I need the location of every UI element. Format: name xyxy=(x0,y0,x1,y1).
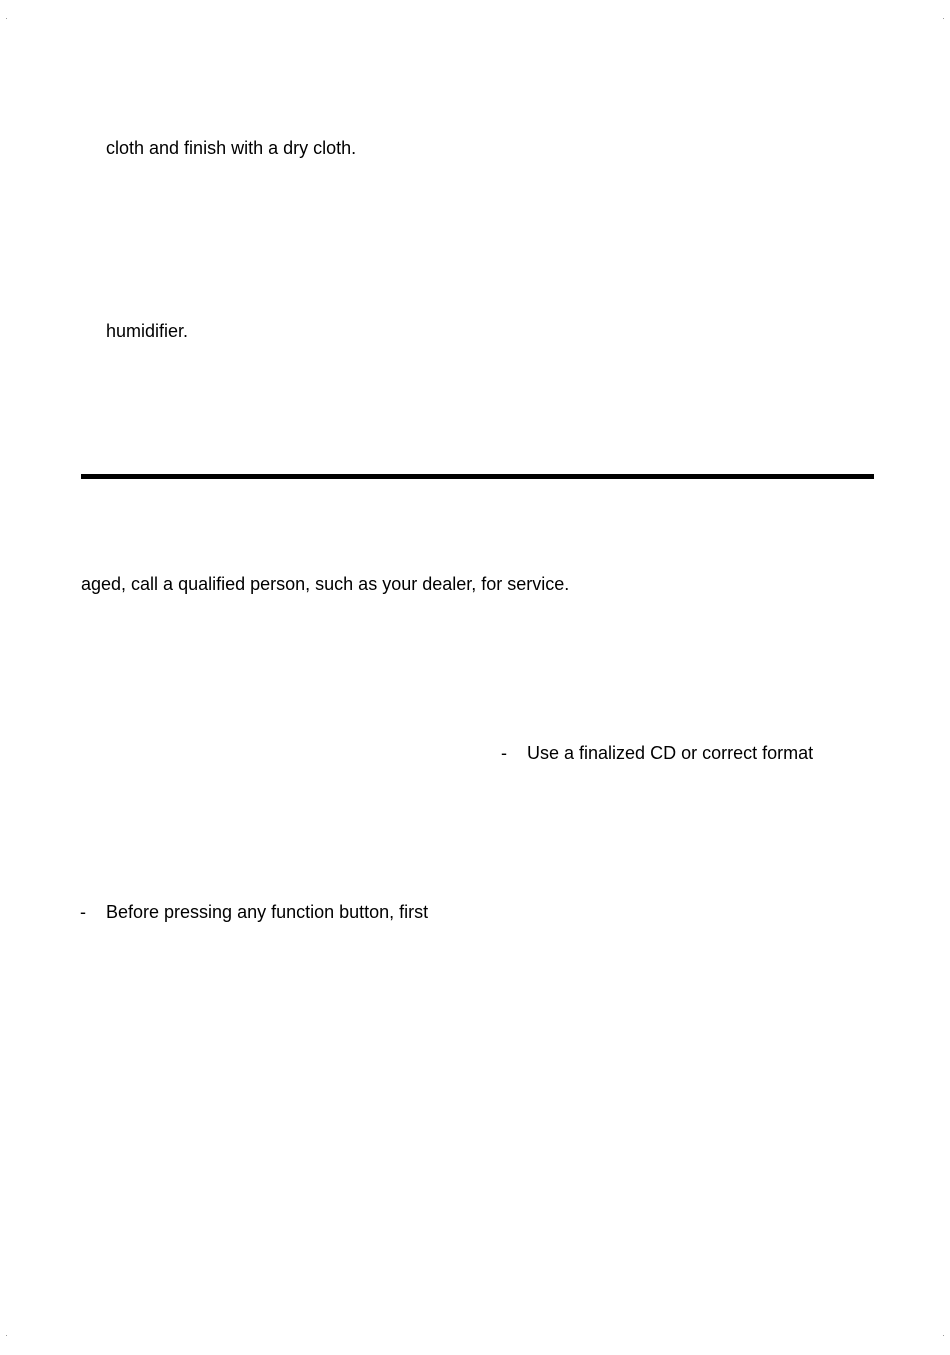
scan-mark xyxy=(6,1335,7,1336)
text-line-cloth: cloth and finish with a dry cloth. xyxy=(106,138,357,158)
bullet-item-before xyxy=(80,901,428,923)
bullet-dash: - xyxy=(501,743,507,763)
text-line-humidifier: humidifier. xyxy=(106,321,189,341)
scan-mark xyxy=(943,18,944,19)
text-line-aged: aged, call a qualified person, such as your dealer, for service. xyxy=(81,574,570,594)
bullet-dash: - xyxy=(80,902,86,922)
scan-mark xyxy=(6,18,7,19)
section-divider xyxy=(81,474,874,479)
bullet-item-finalized xyxy=(501,742,813,764)
bullet-text: Before pressing any function button, first xyxy=(106,902,429,922)
scan-mark xyxy=(943,1335,944,1336)
bullet-text: Use a finalized CD or correct format xyxy=(527,743,814,763)
